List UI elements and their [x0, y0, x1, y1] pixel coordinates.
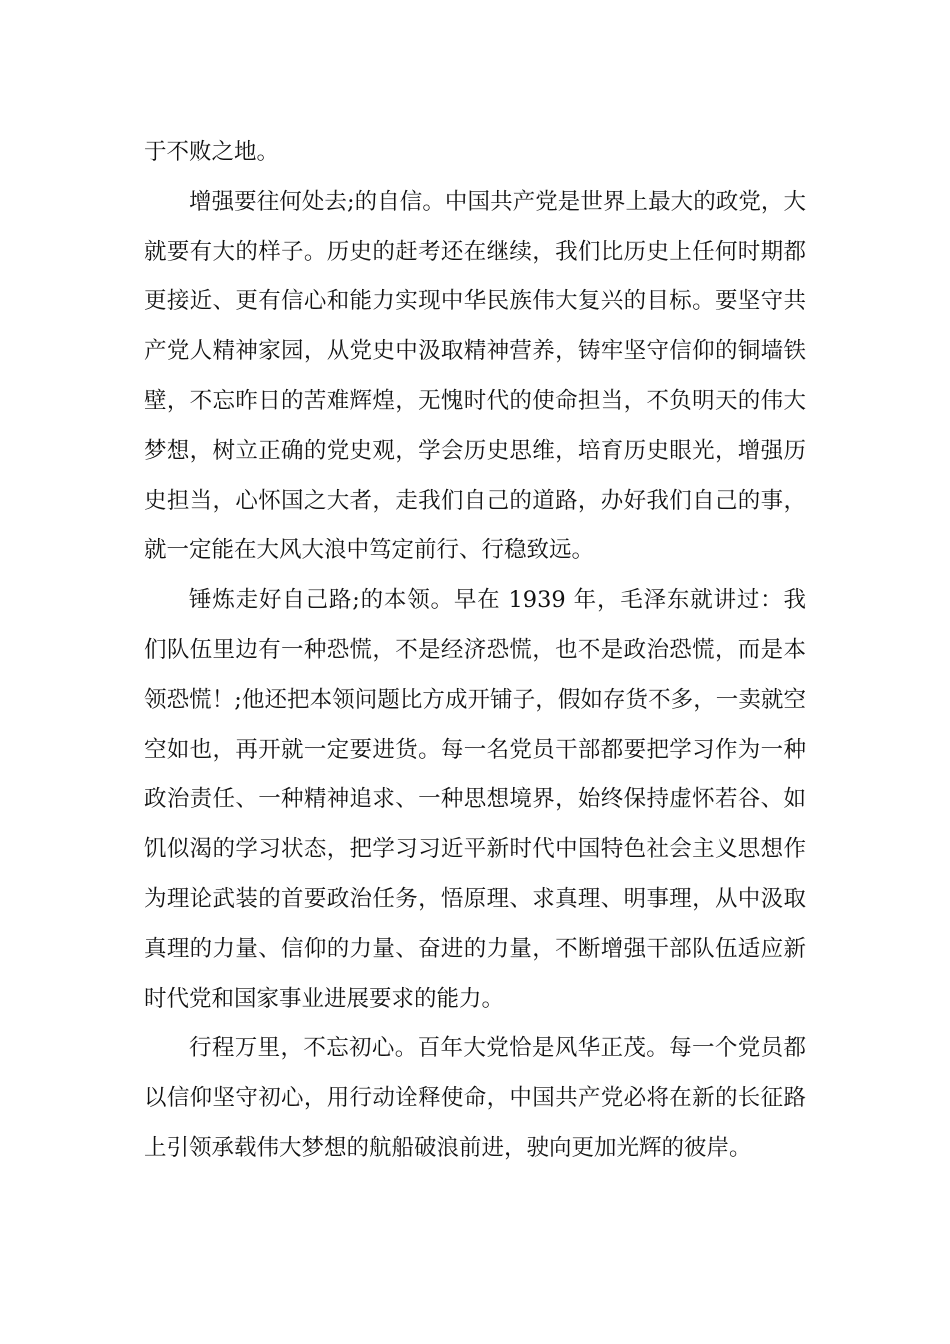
paragraph-continuation: 于不败之地。	[144, 139, 280, 165]
document-body	[144, 128, 806, 1174]
paragraph-conclusion: 行程万里，不忘初心。百年大党恰是风华正茂。每一个党员都以信仰坚守初心，用行动诠释使命，中国共产党必将在新的长征路上引领承载伟大梦想的航船破浪前进，驶向更加光辉的彼岸。	[144, 1035, 806, 1161]
paragraph-confidence: 增强要往何处去;的自信。中国共产党是世界上最大的政党，大就要有大的样子。历史的赶考还在继续，我们比历史上任何时期都更接近、更有信心和能力实现中华民族伟大复兴的目标。要坚守共产党人精神家园，从党史中汲取精神营养，铸牢坚守信仰的铜墙铁壁，不忘昨日的苦难辉煌，无愧时代的使命担当，不负明天的伟大梦想，树立正确的党史观，学会历史思维，培育历史眼光，增强历史担当，心怀国之大者，走我们自己的道路，办好我们自己的事，就一定能在大风大浪中笃定前行、行稳致远。	[144, 188, 806, 564]
paragraph-ability: 锤炼走好自己路;的本领。早在 1939 年，毛泽东就讲过：我们队伍里边有一种恐慌，不是经济恐慌，也不是政治恐慌，而是本领恐慌！;他还把本领问题比方成开铺子，假如存货不多，一卖就空空如也，再开就一定要进货。每一名党员干部都要把学习作为一种政治责任、一种精神追求、一种思想境界，始终保持虚怀若谷、如饥似渴的学习状态，把学习习近平新时代中国特色社会主义思想作为理论武装的首要政治任务，悟原理、求真理、明事理，从中汲取真理的力量、信仰的力量、奋进的力量，不断增强干部队伍适应新时代党和国家事业进展要求的能力。	[144, 587, 806, 1012]
